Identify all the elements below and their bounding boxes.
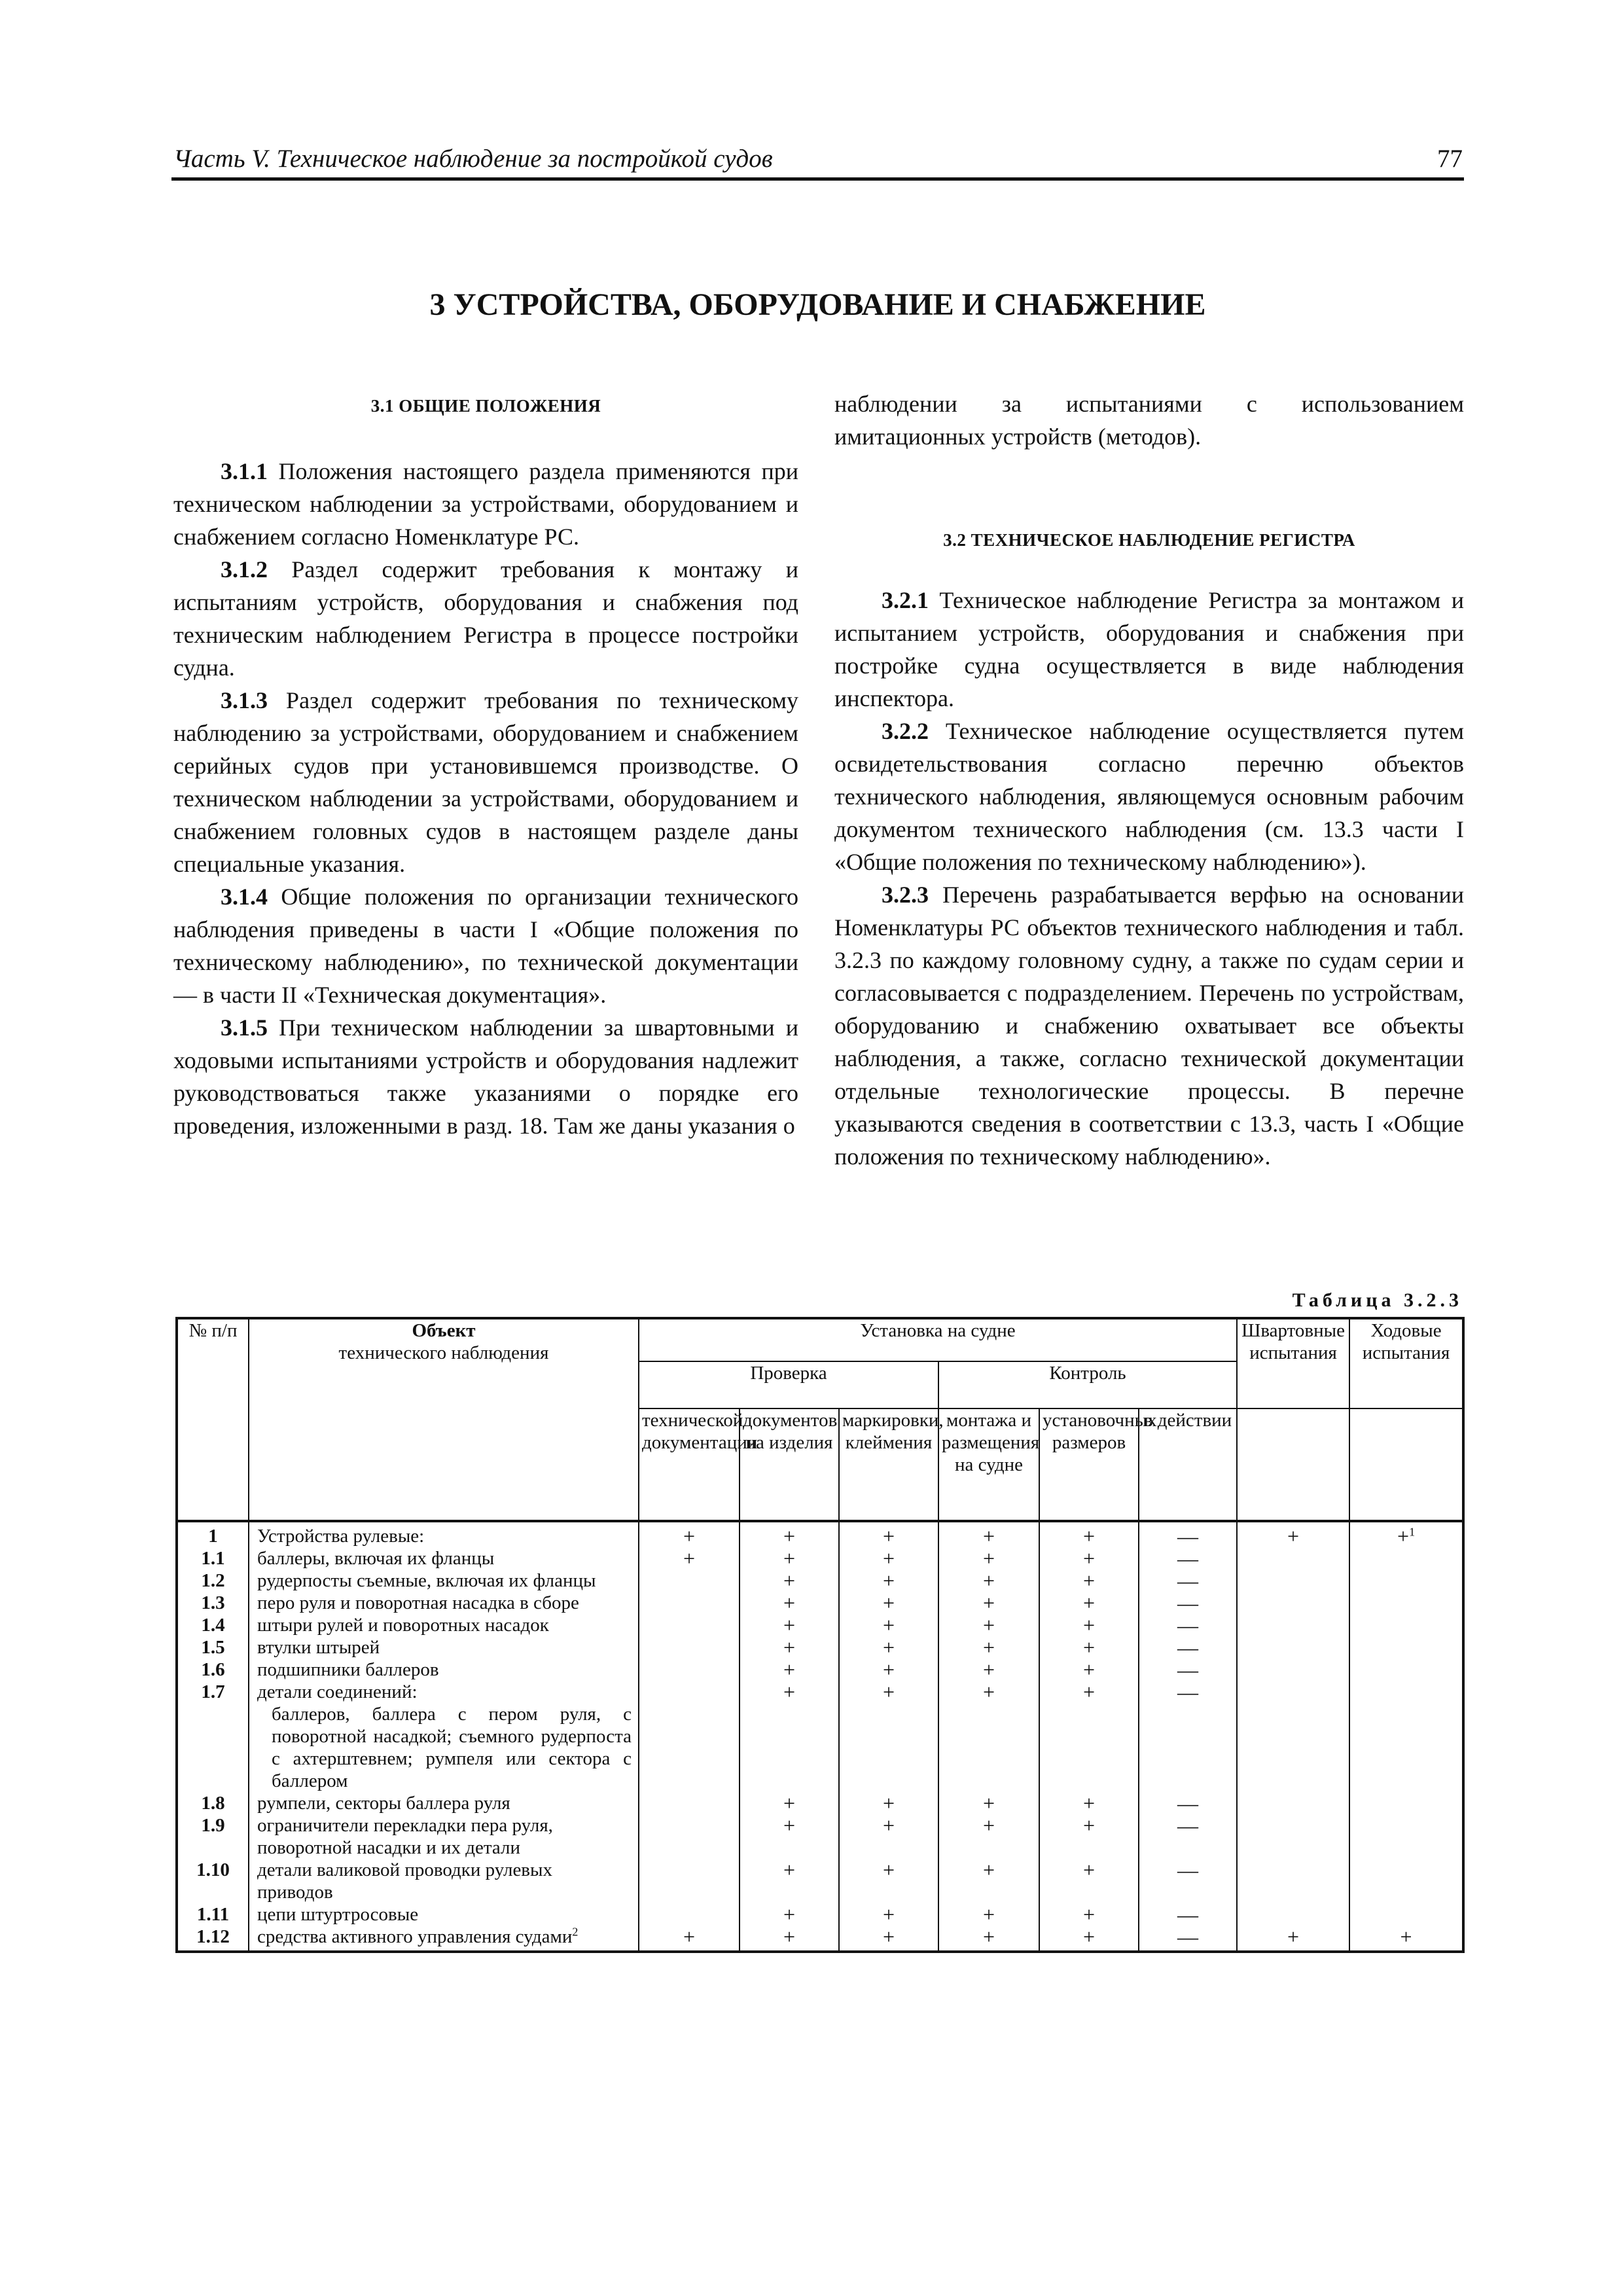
section-heading-3-1: 3.1 ОБЩИЕ ПОЛОЖЕНИЯ	[370, 396, 601, 416]
mark-symbol: +	[882, 1524, 895, 1548]
row-mark	[1237, 1926, 1349, 1952]
row-mark	[740, 1814, 839, 1859]
row-mark	[938, 1521, 1039, 1547]
row-mark	[740, 1659, 839, 1681]
header-mooring-trials: Швартовные испытания	[1237, 1318, 1349, 1408]
row-mark	[839, 1570, 938, 1592]
row-number: 1	[177, 1521, 249, 1547]
mark-symbol: —	[1177, 1658, 1199, 1681]
mark-symbol: +	[783, 1925, 796, 1948]
row-mark	[1237, 1521, 1349, 1547]
header-marking: маркировки, клеймения	[839, 1408, 938, 1521]
paragraph-number: 3.1.1	[221, 458, 268, 484]
row-mark	[1039, 1681, 1139, 1703]
row-object-text: цепи штуртросовые	[257, 1904, 419, 1925]
mark-symbol: —	[1177, 1547, 1199, 1570]
header-tech-docs: технической документации	[639, 1408, 740, 1521]
mark-symbol: +	[1287, 1524, 1300, 1548]
row-object-text: втулки штырей	[257, 1637, 380, 1658]
row-mark	[1139, 1792, 1237, 1814]
mark-symbol: +	[1082, 1858, 1096, 1882]
row-mark	[839, 1521, 938, 1547]
row-mark	[1349, 1903, 1463, 1926]
row-mark	[639, 1814, 740, 1859]
row-mark	[839, 1681, 938, 1703]
row-mark	[1039, 1792, 1139, 1814]
row-mark	[1237, 1703, 1349, 1792]
row-number: 1.6	[177, 1659, 249, 1681]
row-mark	[1349, 1521, 1463, 1547]
row-mark	[740, 1926, 839, 1952]
paragraph-continuation: наблюдении за испытаниями с использованием имитационных устройств (методов).	[834, 391, 1464, 450]
row-object-name	[249, 1703, 639, 1792]
row-mark	[740, 1592, 839, 1614]
table-row	[177, 1681, 1463, 1703]
table-caption: Таблица 3.2.3	[1292, 1289, 1463, 1311]
row-mark	[639, 1792, 740, 1814]
paragraph-3-1-2	[173, 553, 798, 684]
row-number: 1.2	[177, 1570, 249, 1592]
row-mark	[1039, 1859, 1139, 1903]
row-mark	[740, 1521, 839, 1547]
row-mark	[740, 1681, 839, 1703]
row-mark	[839, 1636, 938, 1659]
paragraph-3-1-4	[173, 880, 798, 1011]
row-mark	[938, 1636, 1039, 1659]
mark-symbol: +	[1082, 1814, 1096, 1837]
mark-symbol: +	[1400, 1925, 1412, 1948]
mark-symbol: —	[1177, 1814, 1199, 1837]
table-row	[177, 1614, 1463, 1636]
row-mark	[740, 1792, 839, 1814]
row-object-name	[249, 1592, 639, 1614]
row-mark	[1139, 1636, 1237, 1659]
mark-symbol: —	[1177, 1524, 1199, 1548]
mark-symbol: +	[1082, 1791, 1096, 1815]
row-mark	[1349, 1614, 1463, 1636]
table-row	[177, 1570, 1463, 1592]
paragraph-3-2-1	[834, 584, 1464, 715]
header-object-rest: технического наблюдения	[338, 1342, 549, 1363]
row-mark	[1139, 1547, 1237, 1570]
mark-symbol: +	[683, 1925, 696, 1948]
row-mark	[1237, 1547, 1349, 1570]
row-mark	[639, 1926, 740, 1952]
mark-symbol: +	[1082, 1658, 1096, 1681]
row-mark	[1139, 1521, 1237, 1547]
row-mark	[1139, 1570, 1237, 1592]
mark-symbol: +	[783, 1547, 796, 1570]
mark-symbol: +	[1082, 1636, 1096, 1659]
paragraph-number: 3.1.5	[221, 1014, 268, 1041]
row-object-text: баллеры, включая их фланцы	[257, 1548, 495, 1569]
mark-symbol: +	[882, 1925, 895, 1948]
header-sea-blank	[1349, 1408, 1463, 1521]
row-mark	[1139, 1681, 1237, 1703]
row-mark	[1237, 1614, 1349, 1636]
header-product-docs: документов на изделия	[740, 1408, 839, 1521]
row-mark	[1039, 1570, 1139, 1592]
row-mark	[1039, 1659, 1139, 1681]
mark-symbol: +	[1082, 1613, 1096, 1637]
row-mark	[740, 1903, 839, 1926]
row-mark	[938, 1903, 1039, 1926]
header-sea-trials: Ходовые испытания	[1349, 1318, 1463, 1408]
mark-symbol: +	[982, 1925, 995, 1948]
row-object-name	[249, 1521, 639, 1547]
paragraph-number: 3.2.3	[882, 882, 929, 908]
row-number: 1.1	[177, 1547, 249, 1570]
mark-symbol: +	[882, 1791, 895, 1815]
mark-symbol: +	[783, 1903, 796, 1926]
row-mark	[1349, 1681, 1463, 1703]
table-row	[177, 1814, 1463, 1859]
header-check: Проверка	[639, 1361, 938, 1408]
mark-symbol: +	[982, 1814, 995, 1837]
row-mark	[1039, 1547, 1139, 1570]
mark-symbol: +	[783, 1591, 796, 1615]
row-mark	[639, 1659, 740, 1681]
paragraph-number: 3.2.1	[882, 587, 929, 613]
mark-symbol: +	[683, 1547, 696, 1570]
row-object-name	[249, 1547, 639, 1570]
paragraph-text: Техническое наблюдение осуществляется путем освидетельствования согласно перечню объектов технического наблюдения, являющемуся основным рабочим документом технического наблюдения (см. 13.3 части I «Общие положения по техническому наблюдению»).	[834, 718, 1464, 875]
row-mark	[1237, 1636, 1349, 1659]
table-row	[177, 1859, 1463, 1903]
mark-symbol: +	[982, 1858, 995, 1882]
left-column-text	[173, 455, 798, 1142]
mark-symbol: +	[783, 1658, 796, 1681]
row-mark	[639, 1903, 740, 1926]
row-mark	[938, 1547, 1039, 1570]
row-mark	[1139, 1659, 1237, 1681]
row-object-text: румпели, секторы баллера руля	[257, 1793, 510, 1814]
paragraph-number: 3.1.3	[221, 687, 268, 713]
mark-symbol: +	[1082, 1680, 1096, 1704]
row-object-text: детали соединений:	[257, 1681, 418, 1702]
row-mark	[1349, 1636, 1463, 1659]
row-mark	[1139, 1926, 1237, 1952]
row-mark	[1349, 1659, 1463, 1681]
row-mark	[1349, 1547, 1463, 1570]
page-number: 77	[1437, 145, 1463, 173]
row-mark	[639, 1547, 740, 1570]
row-mark	[639, 1703, 740, 1792]
row-mark	[639, 1614, 740, 1636]
row-mark	[1139, 1703, 1237, 1792]
row-mark	[1039, 1903, 1139, 1926]
mark-symbol: +	[882, 1680, 895, 1704]
row-mark	[1039, 1592, 1139, 1614]
mark-symbol: +	[783, 1858, 796, 1882]
row-object-text: детали валиковой проводки рулевых приводов	[257, 1859, 552, 1903]
row-mark	[1237, 1570, 1349, 1592]
row-object-name	[249, 1614, 639, 1636]
row-object-name	[249, 1681, 639, 1703]
paragraph-3-2-2	[834, 715, 1464, 878]
table-row	[177, 1659, 1463, 1681]
row-object-name	[249, 1814, 639, 1859]
paragraph-text: Общие положения по организации технического наблюдения приведены в части I «Общие положения по техническому наблюдению», по технической документации — в части II «Техническая документация».	[173, 884, 798, 1008]
paragraph-text: Раздел содержит требования к монтажу и испытаниям устройств, оборудования и снабжения под техническим наблюдением Регистра в процессе постройки судна.	[173, 556, 798, 681]
mark-symbol: +	[882, 1903, 895, 1926]
row-mark	[938, 1570, 1039, 1592]
table-row	[177, 1547, 1463, 1570]
row-mark	[839, 1547, 938, 1570]
row-number: 1.5	[177, 1636, 249, 1659]
header-rule	[171, 177, 1464, 181]
mark-symbol: +	[683, 1524, 696, 1548]
mark-symbol: —	[1177, 1613, 1199, 1637]
row-mark	[1349, 1814, 1463, 1859]
row-mark	[1349, 1926, 1463, 1952]
row-mark	[1139, 1814, 1237, 1859]
mark-symbol: —	[1177, 1791, 1199, 1815]
mark-symbol: +	[1082, 1547, 1096, 1570]
row-mark	[1349, 1792, 1463, 1814]
mark-symbol: +	[1082, 1903, 1096, 1926]
row-mark	[639, 1636, 740, 1659]
mark-symbol: +	[882, 1814, 895, 1837]
mark-symbol: +	[783, 1613, 796, 1637]
mark-symbol: +	[1287, 1925, 1300, 1948]
paragraph-3-1-3	[173, 684, 798, 880]
row-mark	[1237, 1592, 1349, 1614]
row-object-text: штыри рулей и поворотных насадок	[257, 1615, 549, 1636]
row-mark	[938, 1592, 1039, 1614]
mark-symbol: —	[1177, 1636, 1199, 1659]
row-object-text: средства активного управления судами	[257, 1926, 573, 1947]
mark-symbol: +	[982, 1680, 995, 1704]
row-mark	[639, 1521, 740, 1547]
mark-symbol: +	[1082, 1569, 1096, 1592]
paragraph-number: 3.1.4	[221, 884, 268, 910]
header-installation: Установка на судне	[639, 1318, 1237, 1361]
row-number: 1.8	[177, 1792, 249, 1814]
row-mark	[639, 1681, 740, 1703]
mark-symbol: —	[1177, 1591, 1199, 1615]
table-row	[177, 1521, 1463, 1547]
mark-symbol: +	[882, 1858, 895, 1882]
paragraph-number: 3.2.2	[882, 718, 929, 744]
mark-symbol: +	[783, 1791, 796, 1815]
row-mark	[839, 1614, 938, 1636]
row-mark	[1237, 1903, 1349, 1926]
row-mark	[1139, 1859, 1237, 1903]
row-object-name	[249, 1903, 639, 1926]
row-mark	[1237, 1814, 1349, 1859]
row-mark	[1237, 1681, 1349, 1703]
row-mark	[1039, 1926, 1139, 1952]
mark-symbol: +	[882, 1547, 895, 1570]
mark-symbol: +	[982, 1591, 995, 1615]
mark-symbol: —	[1177, 1680, 1199, 1704]
row-mark	[839, 1592, 938, 1614]
row-mark	[740, 1547, 839, 1570]
row-number: 1.7	[177, 1681, 249, 1703]
chapter-title: 3 УСТРОЙСТВА, ОБОРУДОВАНИЕ И СНАБЖЕНИЕ	[429, 287, 1206, 322]
footnote-ref: 1	[1409, 1525, 1416, 1539]
table-row	[177, 1703, 1463, 1792]
row-mark	[1139, 1592, 1237, 1614]
paragraph-3-1-1	[173, 455, 798, 553]
row-mark	[1039, 1521, 1139, 1547]
row-mark	[639, 1570, 740, 1592]
mark-symbol: +	[783, 1814, 796, 1837]
mark-symbol: +	[982, 1903, 995, 1926]
row-object-name	[249, 1926, 639, 1952]
mark-symbol: +	[783, 1636, 796, 1659]
row-object-text: рудерпосты съемные, включая их фланцы	[257, 1570, 596, 1591]
row-mark	[1039, 1614, 1139, 1636]
header-object	[249, 1318, 639, 1521]
table-row	[177, 1926, 1463, 1952]
paragraph-text: Техническое наблюдение Регистра за монтажом и испытанием устройств, оборудования и снабжения при постройке судна осуществляется в виде наблюдения инспектора.	[834, 587, 1464, 711]
row-mark	[938, 1859, 1039, 1903]
mark-symbol: +	[783, 1524, 796, 1548]
right-column-continuation	[834, 387, 1464, 453]
header-control: Контроль	[938, 1361, 1237, 1408]
row-mark	[938, 1792, 1039, 1814]
header-mooring-blank	[1237, 1408, 1349, 1521]
mark-symbol: +	[882, 1658, 895, 1681]
row-object-name	[249, 1859, 639, 1903]
mark-symbol: +	[1082, 1524, 1096, 1548]
paragraph-3-2-3	[834, 878, 1464, 1173]
mark-symbol: +	[982, 1569, 995, 1592]
mark-symbol: +	[1397, 1524, 1410, 1548]
row-mark	[1139, 1903, 1237, 1926]
row-number	[177, 1703, 249, 1792]
row-mark	[1139, 1614, 1237, 1636]
row-mark	[740, 1859, 839, 1903]
footnote-ref: 2	[572, 1925, 579, 1939]
mark-symbol: —	[1177, 1569, 1199, 1592]
paragraph-text: Раздел содержит требования по техническому наблюдению за устройствами, оборудованием и снабжением серийных судов при установившемся производстве. О техническом наблюдении за устройствами, оборудованием и снабжением головных судов в настоящем разделе даны специальные указания.	[173, 687, 798, 877]
row-mark	[639, 1859, 740, 1903]
row-mark	[1349, 1570, 1463, 1592]
row-mark	[1039, 1636, 1139, 1659]
table-row	[177, 1792, 1463, 1814]
mark-symbol: +	[982, 1613, 995, 1637]
row-mark	[1039, 1703, 1139, 1792]
header-number: № п/п	[177, 1318, 249, 1521]
mark-symbol: +	[783, 1569, 796, 1592]
table-row	[177, 1903, 1463, 1926]
row-mark	[938, 1703, 1039, 1792]
row-mark	[740, 1703, 839, 1792]
row-object-text: подшипники баллеров	[257, 1659, 439, 1680]
mark-symbol: —	[1177, 1903, 1199, 1926]
row-mark	[839, 1926, 938, 1952]
header-in-action: в действии	[1139, 1408, 1237, 1521]
row-mark	[639, 1592, 740, 1614]
mark-symbol: +	[1082, 1925, 1096, 1948]
table-row	[177, 1636, 1463, 1659]
mark-symbol: +	[882, 1636, 895, 1659]
mark-symbol: +	[882, 1591, 895, 1615]
row-mark	[839, 1703, 938, 1792]
row-mark	[1039, 1814, 1139, 1859]
row-mark	[1237, 1859, 1349, 1903]
row-object-text: Устройства рулевые:	[257, 1526, 425, 1547]
row-number: 1.10	[177, 1859, 249, 1903]
row-mark	[1237, 1792, 1349, 1814]
row-object-text: баллеров, баллера с пером руля, с поворотной насадкой; съемного рудерпоста с ахтерштевнем; румпеля или сектора с баллером	[272, 1704, 632, 1791]
running-header-title: Часть V. Техническое наблюдение за постройкой судов	[173, 145, 773, 173]
paragraph-3-1-5	[173, 1011, 798, 1142]
paragraph-text: Перечень разрабатывается верфью на основании Номенклатуры РС объектов технического наблюдения и табл. 3.2.3 по каждому головному судну, а также по судам серии и согласовывается с подразделением. Перечень по устройствам, оборудованию и снабжению охватывает все объекты наблюдения, а также, согласно технической документации отдельные технологические процессы. В перечне указываются сведения в соответствии с 13.3, часть I «Общие положения по техническому наблюдению».	[834, 882, 1464, 1170]
row-number: 1.3	[177, 1592, 249, 1614]
row-mark	[839, 1659, 938, 1681]
mark-symbol: +	[982, 1547, 995, 1570]
mark-symbol: +	[882, 1613, 895, 1637]
table-row	[177, 1592, 1463, 1614]
table-body	[177, 1521, 1463, 1952]
header-object-bold: Объект	[412, 1320, 476, 1341]
row-mark	[938, 1659, 1039, 1681]
header-mounting: монтажа и размещения на судне	[938, 1408, 1039, 1521]
row-mark	[938, 1926, 1039, 1952]
paragraph-text: Положения настоящего раздела применяются при техническом наблюдении за устройствами, оборудованием и снабжением согласно Номенклатуре РС.	[173, 458, 798, 550]
mark-symbol: +	[982, 1636, 995, 1659]
row-number: 1.12	[177, 1926, 249, 1952]
paragraph-number: 3.1.2	[221, 556, 268, 583]
row-mark	[740, 1614, 839, 1636]
row-object-name	[249, 1659, 639, 1681]
row-mark	[839, 1792, 938, 1814]
row-mark	[938, 1681, 1039, 1703]
header-install-sizes: установочных размеров	[1039, 1408, 1139, 1521]
row-mark	[839, 1814, 938, 1859]
row-mark	[839, 1903, 938, 1926]
mark-symbol: —	[1177, 1858, 1199, 1882]
row-mark	[1237, 1659, 1349, 1681]
row-object-text: перо руля и поворотная насадка в сборе	[257, 1592, 579, 1613]
row-mark	[1349, 1592, 1463, 1614]
row-object-name	[249, 1570, 639, 1592]
row-mark	[938, 1614, 1039, 1636]
row-number: 1.9	[177, 1814, 249, 1859]
row-mark	[938, 1814, 1039, 1859]
paragraph-text: При техническом наблюдении за швартовными и ходовыми испытаниями устройств и оборудования надлежит руководствоваться также указаниями о порядке его проведения, изложенными в разд. 18. Там же даны указания о	[173, 1014, 798, 1139]
mark-symbol: +	[982, 1791, 995, 1815]
row-mark	[740, 1570, 839, 1592]
row-object-text: ограничители перекладки пера руля, поворотной насадки и их детали	[257, 1815, 553, 1858]
mark-symbol: +	[1082, 1591, 1096, 1615]
right-column-text	[834, 584, 1464, 1173]
inspection-table	[175, 1317, 1465, 1953]
row-object-name	[249, 1636, 639, 1659]
row-mark	[839, 1859, 938, 1903]
mark-symbol: +	[882, 1569, 895, 1592]
section-heading-3-2: 3.2 ТЕХНИЧЕСКОЕ НАБЛЮДЕНИЕ РЕГИСТРА	[943, 530, 1355, 550]
mark-symbol: —	[1177, 1925, 1199, 1948]
row-number: 1.4	[177, 1614, 249, 1636]
row-mark	[1349, 1703, 1463, 1792]
row-number: 1.11	[177, 1903, 249, 1926]
row-mark	[740, 1636, 839, 1659]
mark-symbol: +	[982, 1658, 995, 1681]
row-mark	[1349, 1859, 1463, 1903]
mark-symbol: +	[783, 1680, 796, 1704]
mark-symbol: +	[982, 1524, 995, 1548]
row-object-name	[249, 1792, 639, 1814]
